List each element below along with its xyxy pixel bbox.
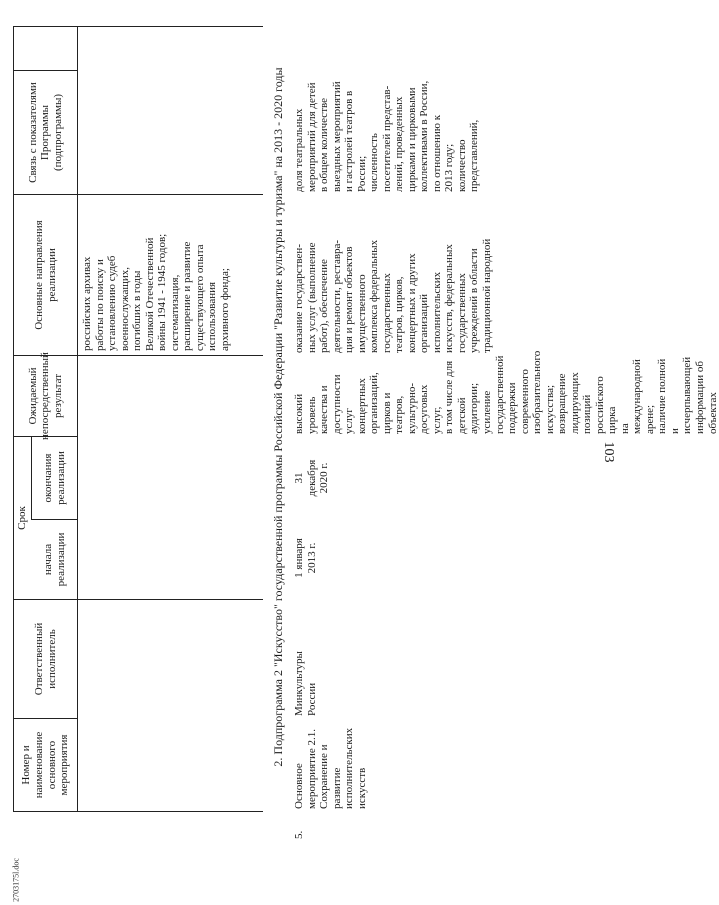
header-bottom-border — [77, 27, 78, 812]
row5-indicator-link: доля театральных мероприятий для детей в общем количестве выездных мероприятий и гастролей театров в России; численность посетителей представ- лений, проведенных цирками и цирковыми коллективами в России, по отношению к 2013 году; количество представлений, — [293, 80, 481, 192]
header-directions: Основные направления реализации — [32, 220, 58, 330]
header-term-end: окончания реализации — [41, 451, 67, 505]
row5-executor: Минкультуры России — [293, 651, 318, 716]
footer-filename: 2703175l.doc — [11, 858, 21, 902]
header-executor: Ответственный исполнитель — [32, 622, 58, 696]
row5-end-date: 31 декабря 2020 г. — [293, 459, 331, 497]
header-term-start: начала реализации — [41, 532, 67, 587]
table-left-border — [13, 811, 263, 812]
row5-directions: оказание государствен- ных услуг (выполнение работ), обеспечение деятельности, реставра- ция и ремонт объектов имущественного комплекса федеральных государственных театров, цирков, концертных и других организаций исполнительских искусств, федеральных государственных учреждений в области традиционной народной — [293, 238, 493, 353]
row5-expected-result: высокий уровень качества и доступности услуг концертных организаций, цирков и театров, культурно-досуговых услуг, в том числе для детской аудитории; усиление государственной поддержки современного изобразительного искусства; возвращение лидирующих позиций российского цирка на международной арене; наличие полной и исчерпывающей информации об объектах — [293, 350, 719, 434]
subprogram-title: 2. Подпрограмма 2 "Искусство" государственной программы Российской Федерации "Развитие культуры и туризма" на 2013 - 2020 годы — [271, 67, 285, 767]
header-indicator-link: Связь с показателями Программы (подпрограммы) — [26, 82, 64, 183]
header-expected-result: Ожидаемый непосредственный результат — [26, 352, 64, 440]
continued-directions-text: российских архивах работы по поиску и установлению судеб военнослужащих, погибших в годы Великой Отечественной войны 1941 - 1945 годов; систематизация, расширение и развитие существующего опыта использования архивного фонда; — [81, 233, 231, 351]
row5-start-date: 1 января 2013 г. — [293, 538, 318, 578]
landscape-table-page — [5, 17, 719, 847]
page-number: 103 — [601, 441, 616, 463]
header-number-name: Номер и наименование основного мероприятия — [20, 731, 71, 799]
row5-activity-name: Основное мероприятие 2.1. Сохранение и развитие исполнительских искусств — [293, 727, 368, 809]
row5-index: 5. — [293, 830, 305, 839]
table-right-border — [13, 26, 263, 27]
header-term: Срок — [16, 506, 29, 530]
